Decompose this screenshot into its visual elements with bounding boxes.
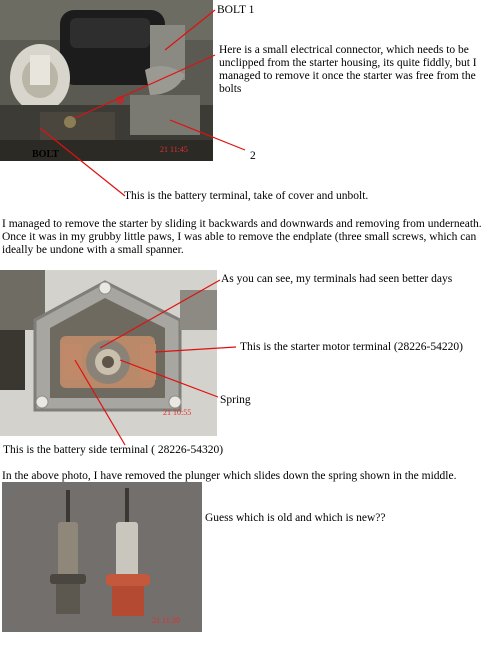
terminals-state-caption: As you can see, my terminals had seen better days [221, 273, 453, 285]
spring-caption: Spring [220, 394, 251, 406]
starter-motor-terminal-caption: This is the starter motor terminal (28226-54220) [240, 341, 463, 353]
battery-terminal-caption: This is the battery terminal, take of cover and unbolt. [124, 190, 369, 202]
plungers-image [2, 482, 202, 632]
starter-endplate-photo [0, 270, 217, 436]
photo1-timestamp: 21 11:45 [160, 145, 188, 154]
battery-side-terminal-caption: This is the battery side terminal ( 28226-54320) [3, 444, 224, 456]
photo2-timestamp: 21 10:55 [163, 408, 192, 417]
bolt-label: BOLT [32, 149, 59, 160]
removal-paragraph: I managed to remove the starter by sliding it backwards and downwards and removing from underneath. Once it was in my grubby little paws, I was able to remove the endplate (three small screws, which can ideally be undone with a small spanner. [2, 218, 482, 256]
photo3-timestamp: 21 11:30 [152, 616, 180, 625]
connector-caption: Here is a small electrical connector, which needs to be unclipped from the starter housing, its quite fiddly, but I managed to remove it once the starter was free from the bolts [219, 44, 477, 95]
plungers-photo [2, 482, 202, 632]
guess-caption: Guess which is old and which is new?? [205, 512, 386, 524]
label-2: 2 [250, 150, 256, 162]
starter-motor-image [0, 0, 213, 161]
bolt1-label: BOLT 1 [217, 4, 255, 16]
plunger-paragraph: In the above photo, I have removed the plunger which slides down the spring shown in the middle. [2, 470, 457, 482]
starter-motor-photo [0, 0, 213, 161]
